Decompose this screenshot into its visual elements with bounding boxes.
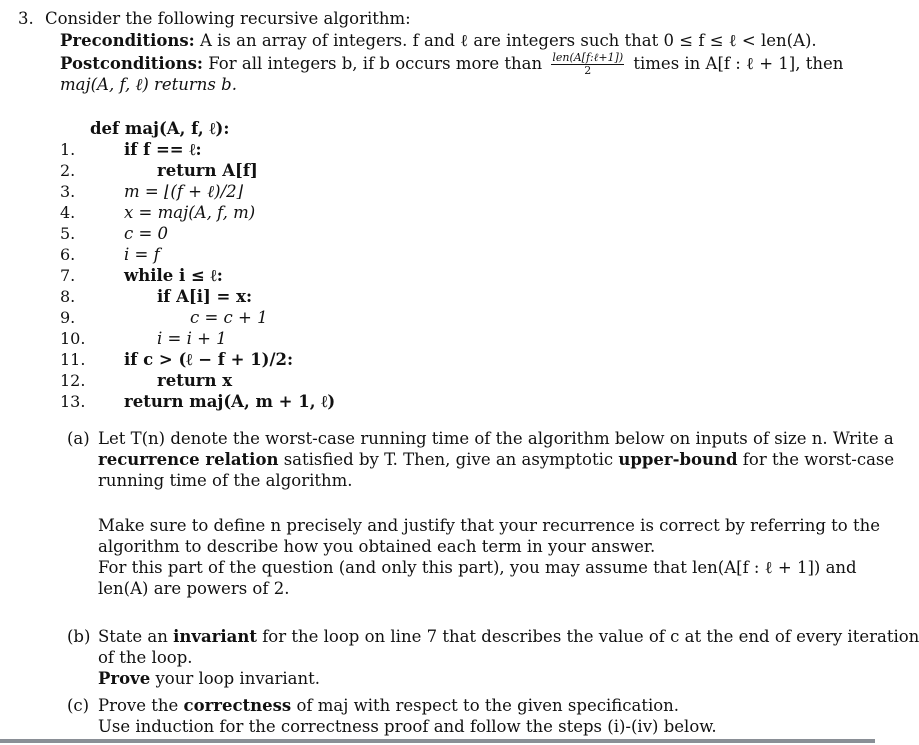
part-c-correctness-term: correctness: [183, 696, 292, 715]
postconditions-text-b: times in A[f : ℓ + 1], then: [633, 54, 844, 73]
part-b-line2: of the loop.: [98, 648, 193, 667]
line-number: 13.: [60, 392, 86, 411]
part-a-p2-line1: Make sure to define n precisely and justify that your recurrence is correct by referring to the: [98, 516, 880, 535]
part-b-label: (b): [67, 627, 91, 646]
line-number: 4.: [60, 203, 76, 222]
preconditions-label: Preconditions:: [60, 31, 195, 50]
line-number: 2.: [60, 161, 76, 180]
code-line: return maj(A, m + 1, ℓ): [124, 392, 336, 411]
bottom-rule: [0, 739, 875, 743]
part-b-invariant-term: invariant: [173, 627, 257, 646]
part-c-line2: Use induction for the correctness proof and follow the steps (i)-(iv) below.: [98, 717, 717, 736]
part-a-p2-line3: For this part of the question (and only this part), you may assume that len(A[f : ℓ + 1]) and: [98, 558, 857, 577]
line-number: 1.: [60, 140, 76, 159]
part-a-label: (a): [67, 429, 90, 448]
code-header-text: def maj(A, f, ℓ):: [90, 119, 230, 138]
code-line: return x: [157, 371, 233, 390]
line-number: 3.: [60, 182, 76, 201]
line-number: 5.: [60, 224, 76, 243]
code-line: i = f: [124, 245, 160, 264]
code-line: c = c + 1: [190, 308, 268, 327]
postconditions-label: Postconditions:: [60, 54, 204, 73]
fraction: [551, 52, 624, 77]
part-b-line1-c: for the loop on line 7 that describes the value of c at the end of every iteration: [256, 627, 919, 646]
code-line: return A[f]: [157, 161, 258, 180]
part-c-line1-c: of maj with respect to the given specification.: [291, 696, 680, 715]
preconditions: [60, 30, 817, 51]
part-b-line1-a: State an: [98, 627, 174, 646]
code-line: i = i + 1: [157, 329, 227, 348]
preconditions-text: A is an array of integers. f and ℓ are integers such that 0 ≤ f ≤ ℓ < len(A).: [199, 31, 817, 50]
code-line: while i ≤ ℓ:: [124, 266, 223, 285]
part-b-prove-term: Prove: [98, 669, 151, 688]
question-number: 3.: [18, 9, 34, 28]
code-line: if A[i] = x:: [157, 287, 253, 306]
code-line: x = maj(A, f, m): [124, 203, 256, 222]
line-number: 11.: [60, 350, 86, 369]
part-a-line2-end: for the worst-case: [737, 450, 895, 469]
part-b-line3-c: your loop invariant.: [150, 669, 320, 688]
fraction-denominator: 2: [584, 64, 592, 77]
part-c-line1-a: Prove the: [98, 696, 184, 715]
question-header: [18, 8, 411, 29]
postconditions-text-a: For all integers b, if b occurs more than: [208, 54, 543, 73]
line-number: 9.: [60, 308, 76, 327]
line-number: 10.: [60, 329, 86, 348]
part-c-line1: [98, 695, 679, 716]
part-a-line3: running time of the algorithm.: [98, 471, 353, 490]
part-a-upper-bound-term: upper-bound: [618, 450, 738, 469]
code-line: if c > (ℓ − f + 1)/2:: [124, 350, 294, 369]
line-number: 8.: [60, 287, 76, 306]
part-b-line1: [98, 626, 919, 647]
part-a-p2-line2: algorithm to describe how you obtained each term in your answer.: [98, 537, 656, 556]
code-header: [90, 118, 229, 139]
part-a-line2: [98, 449, 894, 470]
fraction-numerator: len(A[f:ℓ+1]): [552, 51, 624, 64]
part-c-label: (c): [67, 696, 90, 715]
question-intro: Consider the following recursive algorithm:: [45, 9, 411, 28]
part-a-recurrence-term: recurrence relation: [98, 450, 279, 469]
part-a-line2-text: satisfied by T. Then, give an asymptotic: [278, 450, 619, 469]
line-number: 12.: [60, 371, 86, 390]
line-number: 7.: [60, 266, 76, 285]
code-line: if f == ℓ:: [124, 140, 202, 159]
part-a-line1: Let T(n) denote the worst-case running time of the algorithm below on inputs of size n. Write a: [98, 429, 894, 448]
part-b-line3: [98, 668, 320, 689]
part-a-p2-line4: len(A) are powers of 2.: [98, 579, 290, 598]
postconditions-text-c: maj(A, f, ℓ) returns b.: [60, 75, 237, 94]
line-number: 6.: [60, 245, 76, 264]
code-line: c = 0: [124, 224, 169, 243]
code-line: m = ⌊(f + ℓ)/2⌋: [124, 182, 244, 201]
